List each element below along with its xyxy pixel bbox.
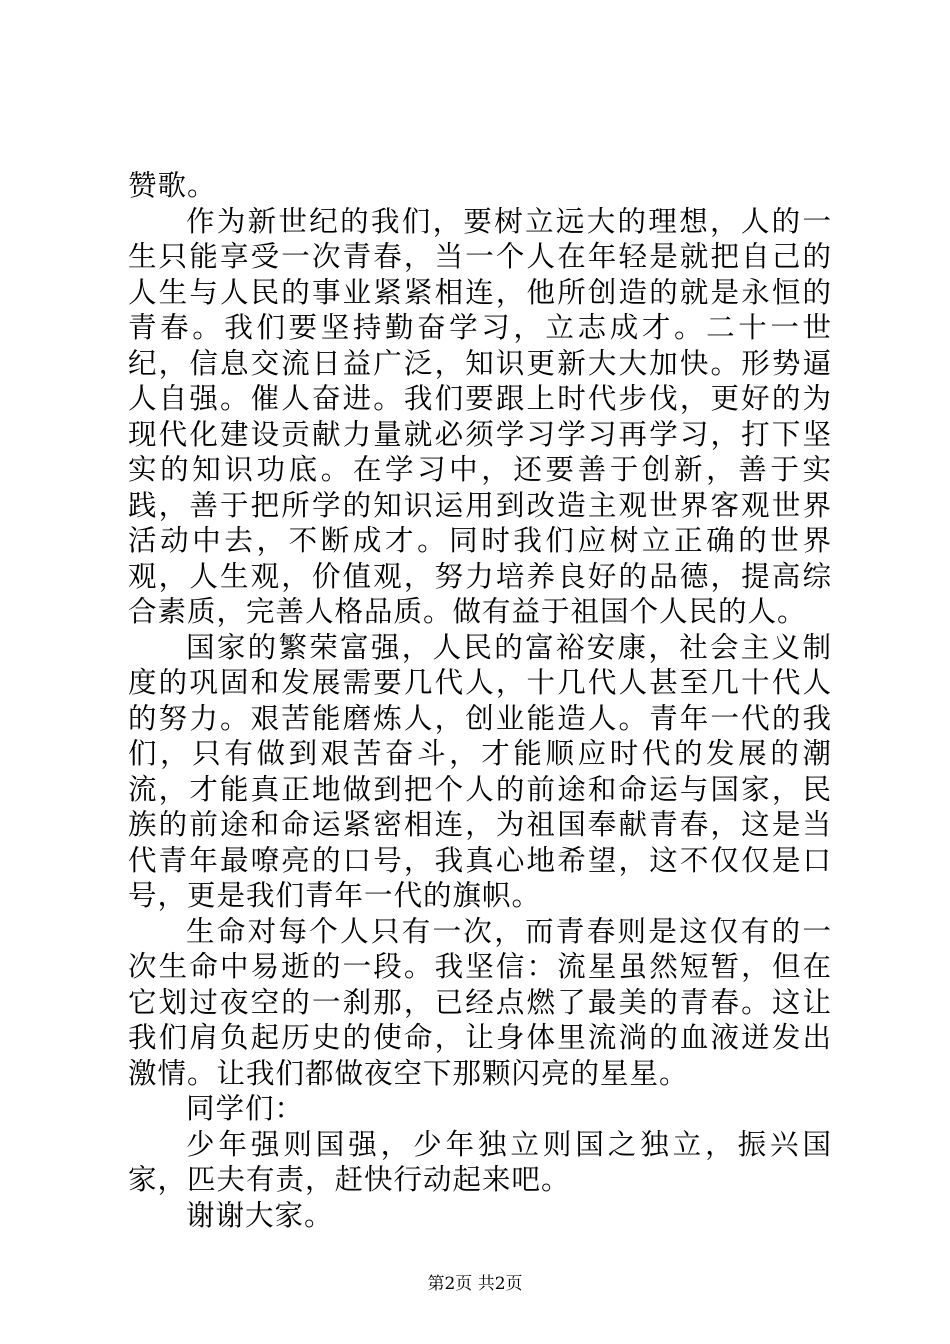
- paragraph-salutation: 同学们：: [186, 1092, 305, 1125]
- page-number-footer: 第2页 共2页: [427, 1274, 523, 1294]
- paragraph-continuation: 赞歌。: [128, 169, 217, 202]
- paragraph-closing: 谢谢大家。: [186, 1198, 334, 1232]
- paragraph-youth: 生命对每个人只有一次，而青春则是这仅有的一次生命中易逝的一段。我坚信：流星虽然短暂，但在它划过夜空的一刹那，已经点燃了最美的青春。这让我们肩负起历史的使命，让身体里流淌的血液迸发出激情。让我们都做夜空下那颗闪亮的星星。: [128, 914, 832, 1090]
- paragraph-ideals: 作为新世纪的我们，要树立远大的理想，人的一生只能享受一次青春，当一个人在年轻是就把自己的人生与人民的事业紧紧相连，他所创造的就是永恒的青春。我们要坚持勤奋学习，立志成才。二十一世纪，信息交流日益广泛，知识更新大大加快。形势逼人自强。催人奋进。我们要跟上时代步伐，更好的为现代化建设贡献力量就必须学习学习再学习，打下坚实的知识功底。在学习中，还要善于创新，善于实践，善于把所学的知识运用到改造主观世界客观世界活动中去，不断成才。同时我们应树立正确的世界观，人生观，价值观，努力培养良好的品德，提高综合素质，完善人格品质。做有益于祖国个人民的人。: [128, 204, 832, 628]
- paragraph-nation: 国家的繁荣富强，人民的富裕安康，社会主义制度的巩固和发展需要几代人，十几代人甚至几十代人的努力。艰苦能磨炼人，创业能造人。青年一代的我们，只有做到艰苦奋斗，才能顺应时代的发展的潮流，才能真正地做到把个人的前途和命运与国家，民族的前途和命运紧密相连，为祖国奉献青春，这是当代青年最嘹亮的口号，我真心地希望，这不仅仅是口号，更是我们青年一代的旗帜。: [128, 630, 832, 912]
- document-body: [128, 168, 832, 1233]
- paragraph-call-to-action: 少年强则国强，少年独立则国之独立，振兴国家，匹夫有责，赶快行动起来吧。: [128, 1127, 832, 1196]
